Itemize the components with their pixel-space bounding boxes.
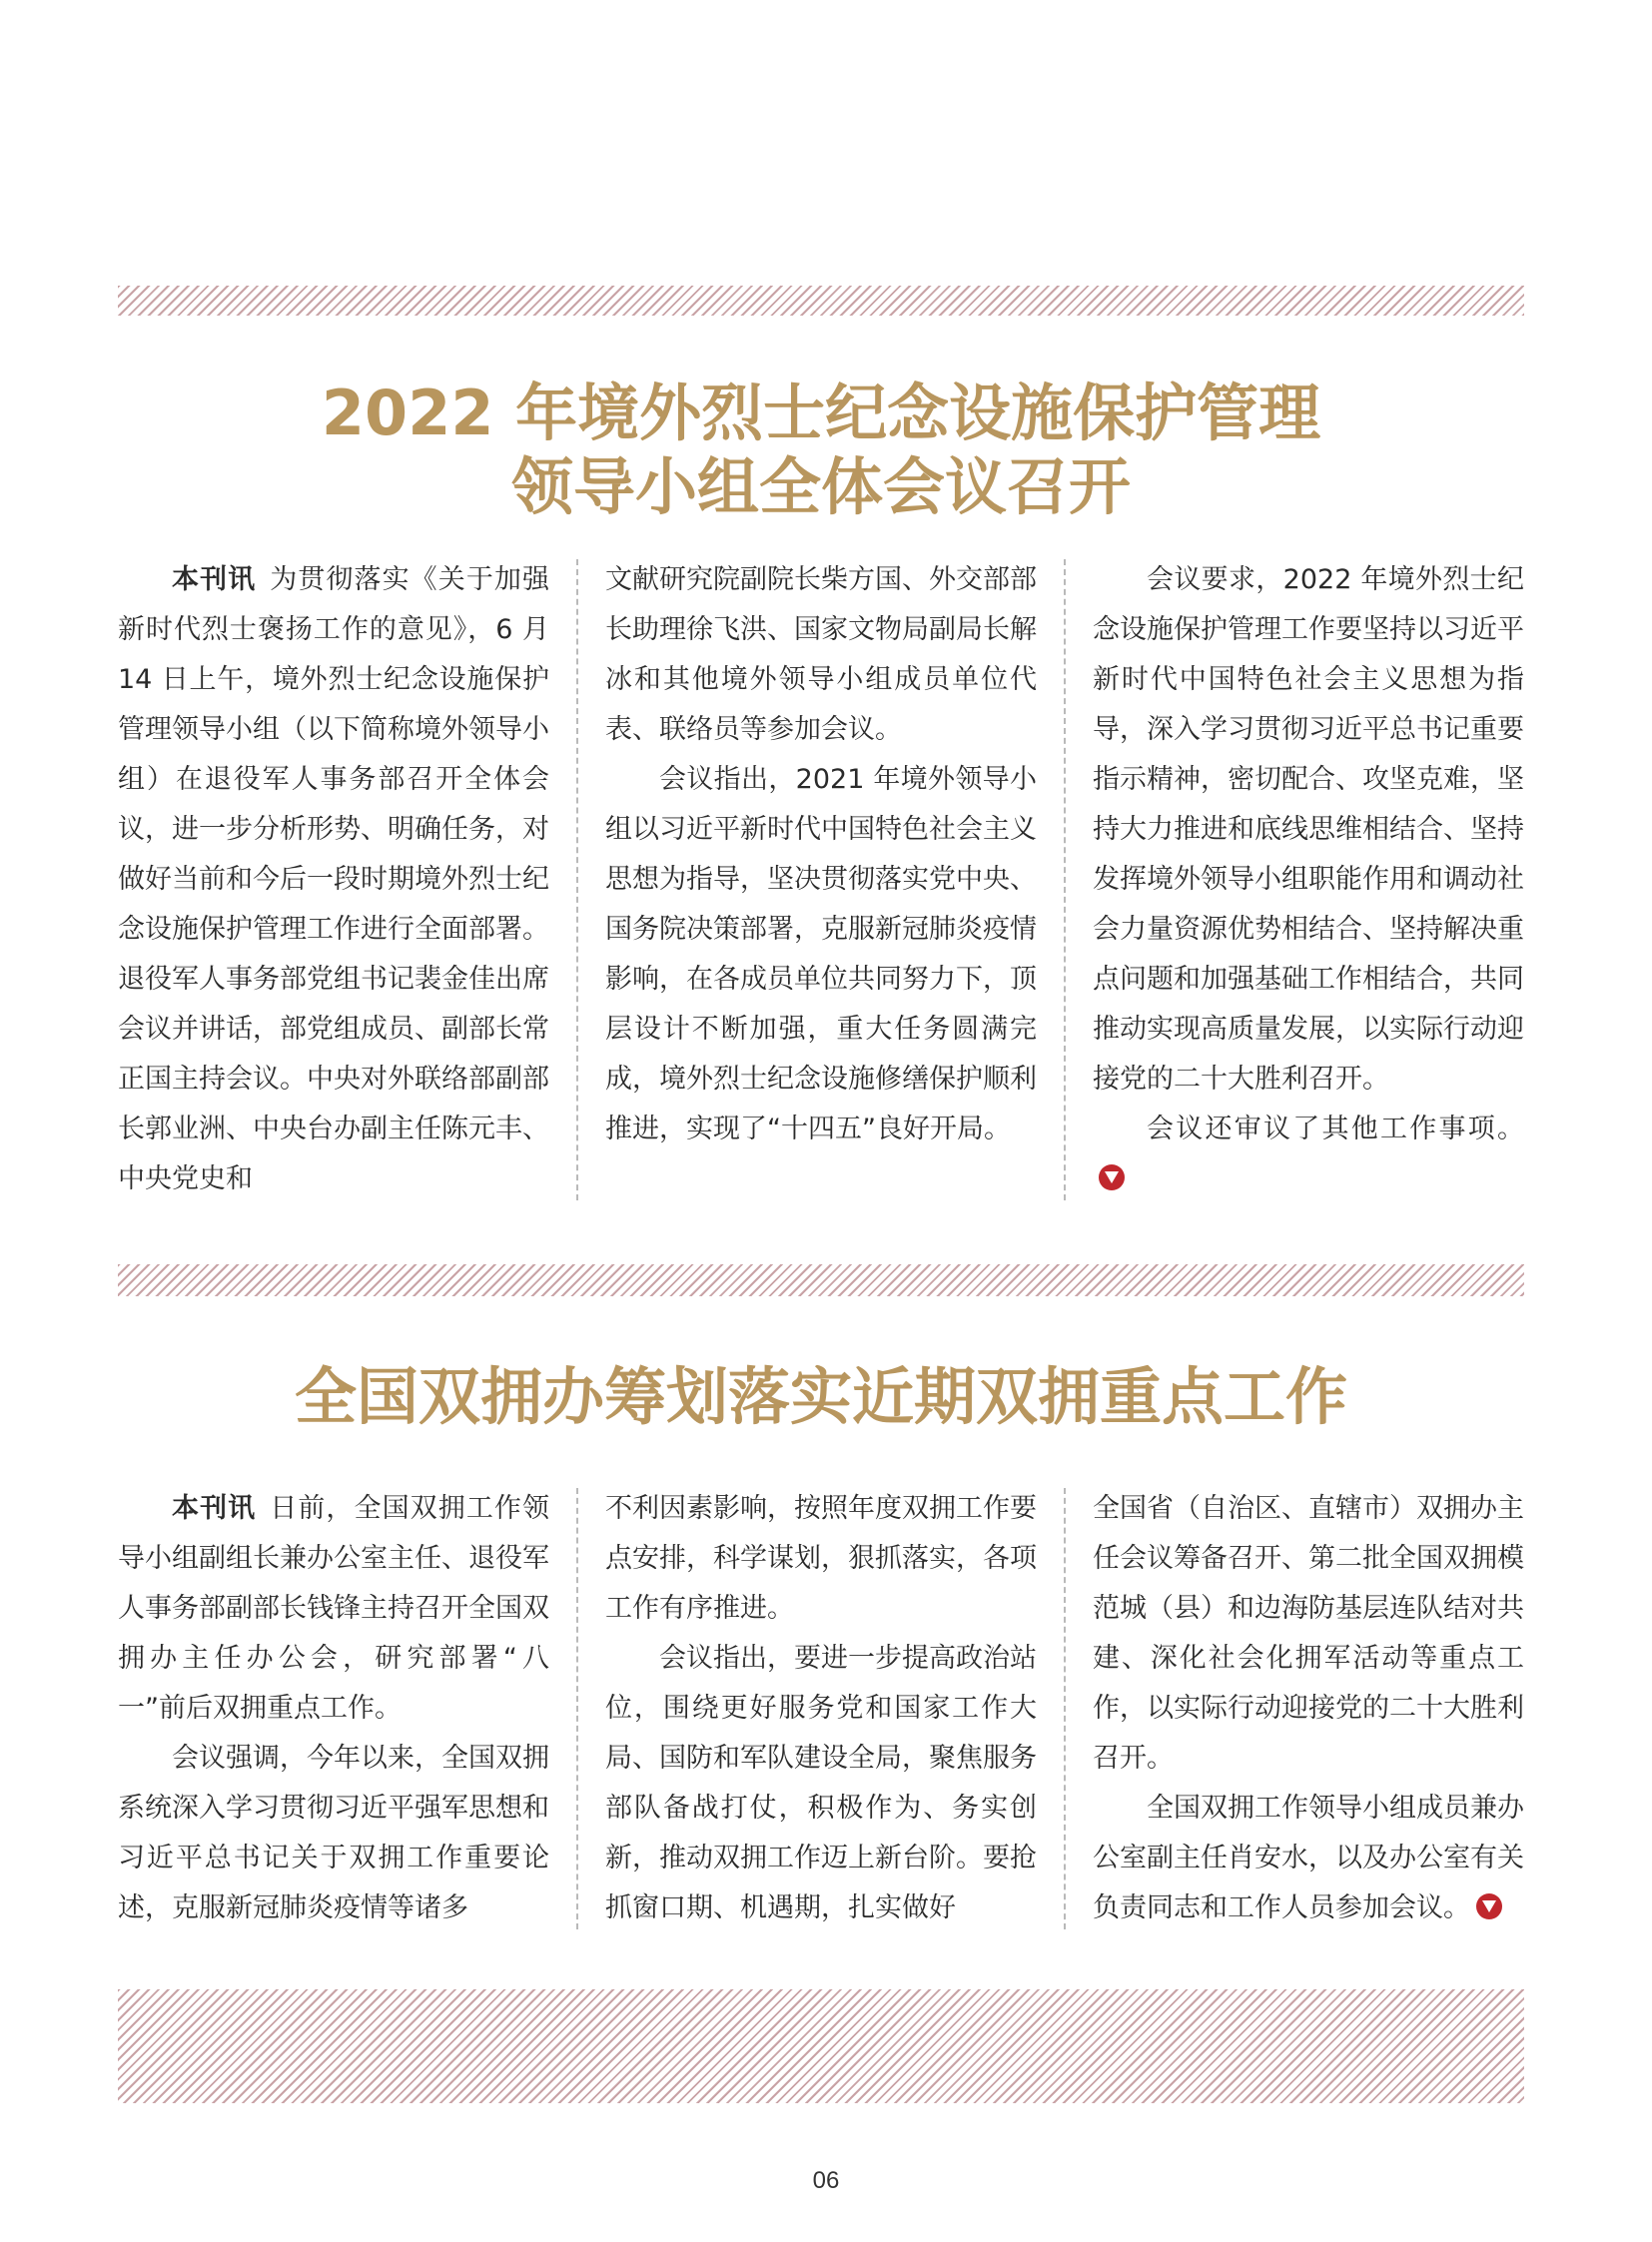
bottom-stripe-band [118, 1989, 1524, 2103]
article1-title [118, 376, 1524, 524]
article2-column-2 [605, 1484, 1037, 1933]
article1-body [118, 555, 1524, 1204]
article1-title-line1: 2022 年境外烈士纪念设施保护管理 [321, 376, 1321, 449]
article2-column-divider-1 [576, 1488, 578, 1929]
article1-column-divider-2 [1064, 559, 1066, 1200]
article1-column-divider-1 [576, 559, 578, 1200]
article2-column-divider-2 [1064, 1488, 1066, 1929]
article2-col1-paragraph-1: 日前，全国双拥工作领导小组副组长兼办公室主任、退役军人事务部副部长钱锋主持召开全国双拥办主任办公会，研究部署“八一”前后双拥重点工作。 [118, 1493, 549, 1724]
article1-title-line2: 领导小组全体会议召开 [510, 450, 1131, 523]
middle-stripe-band [118, 1264, 1524, 1296]
article1-column-1 [118, 555, 549, 1204]
article1-col2-paragraph-1: 文献研究院副院长柴方国、外交部部长助理徐飞洪、国家文物局副局长解冰和其他境外领导小组成员单位代表、联络员等参加会议。 [605, 564, 1037, 745]
article-end-icon [1099, 1164, 1125, 1190]
page-number: 06 [812, 2167, 840, 2194]
article2-column-1 [118, 1484, 549, 1933]
top-stripe-band [118, 286, 1524, 316]
article2-col2-paragraph-1: 不利因素影响，按照年度双拥工作要点安排，科学谋划，狠抓落实，各项工作有序推进。 [605, 1493, 1037, 1624]
article2-col3-paragraph-1: 全国省（自治区、直辖市）双拥办主任会议筹备召开、第二批全国双拥模范城（县）和边海防基层连队结对共建、深化社会化拥军活动等重点工作，以实际行动迎接党的二十大胜利召开。 [1093, 1493, 1524, 1774]
article1-column-3 [1093, 555, 1524, 1204]
article1-col2-paragraph-2: 会议指出，2021 年境外领导小组以习近平新时代中国特色社会主义思想为指导，坚决贯彻落实党中央、国务院决策部署，克服新冠肺炎疫情影响，在各成员单位共同努力下，顶层设计不断加强，重大任务圆满完成，境外烈士纪念设施修缮保护顺利推进，实现了“十四五”良好开局。 [605, 764, 1037, 1144]
article2-col2-paragraph-2: 会议指出，要进一步提高政治站位，围绕更好服务党和国家工作大局、国防和军队建设全局，聚焦服务部队备战打仗，积极作为、务实创新，推动双拥工作迈上新台阶。要抢抓窗口期、机遇期，扎实做好 [605, 1643, 1037, 1923]
article-end-icon [1476, 1893, 1502, 1919]
article1-col3-paragraph-1: 会议要求，2022 年境外烈士纪念设施保护管理工作要坚持以习近平新时代中国特色社会主义思想为指导，深入学习贯彻习近平总书记重要指示精神，密切配合、攻坚克难，坚持大力推进和底线思维相结合、坚持发挥境外领导小组职能作用和调动社会力量资源优势相结合、坚持解决重点问题和加强基础工作相结合，共同推动实现高质量发展，以实际行动迎接党的二十大胜利召开。 [1093, 564, 1524, 1095]
article2-lead: 本刊讯 [172, 1493, 257, 1524]
article1-col1-paragraph: 为贯彻落实《关于加强新时代烈士褒扬工作的意见》，6 月 14 日上午，境外烈士纪念设施保护管理领导小组（以下简称境外领导小组）在退役军人事务部召开全体会议，进一步分析形势、明确任务，对做好当前和今后一段时期境外烈士纪念设施保护管理工作进行全面部署。退役军人事务部党组书记裴金佳出席会议并讲话，部党组成员、副部长常正国主持会议。中央对外联络部副部长郭业洲、中央台办副主任陈元丰、中央党史和 [118, 564, 549, 1194]
article2-title: 全国双拥办筹划落实近期双拥重点工作 [294, 1360, 1347, 1433]
article2-body [118, 1484, 1524, 1933]
article2-column-3 [1093, 1484, 1524, 1933]
article1-col3-paragraph-2: 会议还审议了其他工作事项。 [1147, 1114, 1524, 1144]
article2-col1-paragraph-2: 会议强调，今年以来，全国双拥系统深入学习贯彻习近平强军思想和习近平总书记关于双拥工作重要论述，克服新冠肺炎疫情等诸多 [118, 1743, 549, 1923]
article2-col3-paragraph-2: 全国双拥工作领导小组成员兼办公室副主任肖安水，以及办公室有关负责同志和工作人员参加会议。 [1093, 1793, 1524, 1923]
article1-column-2 [605, 555, 1037, 1204]
article1-lead: 本刊讯 [172, 564, 257, 595]
